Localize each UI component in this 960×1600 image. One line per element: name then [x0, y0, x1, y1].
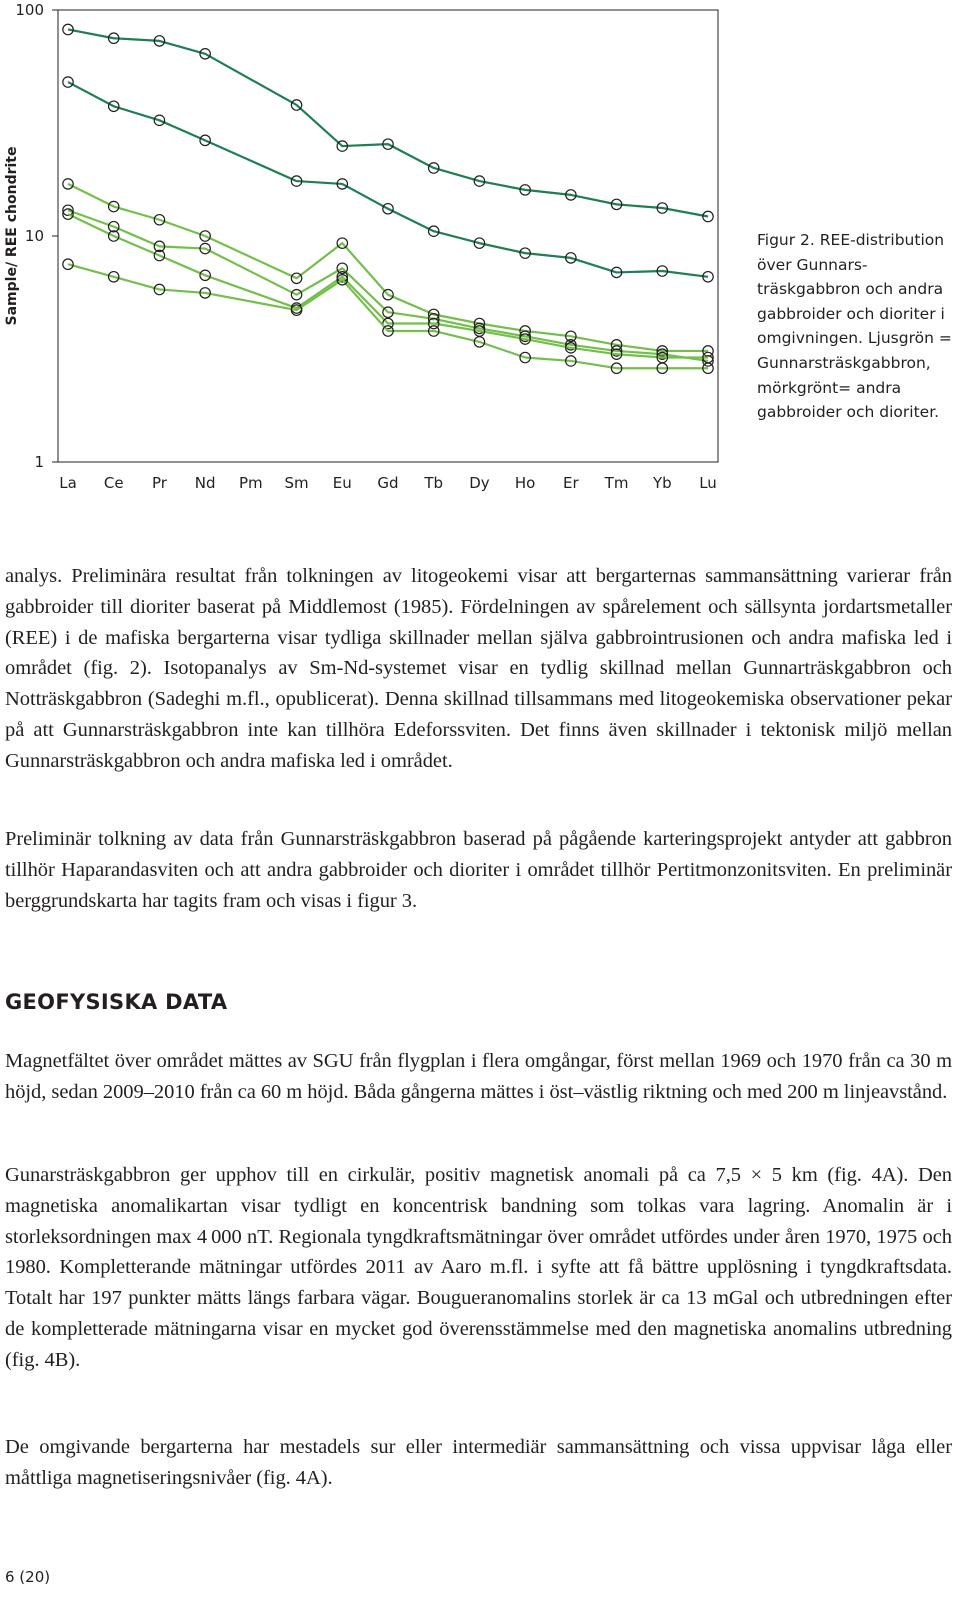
- x-tick-label: Nd: [194, 474, 216, 492]
- x-tick-label: Eu: [332, 474, 352, 492]
- y-tick-label: 10: [24, 227, 44, 245]
- series-dark-1: [63, 24, 713, 221]
- chart-ticks: [15, 1, 716, 492]
- x-tick-label: Ce: [103, 474, 124, 492]
- paragraph-preliminar-tolkning: Preliminär tolkning av data från Gunnarsträskgabbron baserad på pågående karteringsprojekt antyder att gabbron tillhör Haparandasviten och att andra gabbroider och dioriter i området tillhör Pertitmonzonitsviten. En preliminär berggrundskarta har tagits fram och visas i figur 3.: [5, 828, 952, 912]
- paragraph-magnetfaltet: Magnetfältet över området mättes av SGU från flygplan i flera omgångar, först mellan 1969 och 1970 från ca 30 m höjd, sedan 2009–2010 från ca 60 m höjd. Båda gångerna mättes i öst–västlig riktning och med 200 m linjeavstånd.: [5, 1050, 952, 1103]
- y-tick-label: 100: [15, 1, 44, 19]
- chart-series: [63, 24, 713, 373]
- x-tick-label: La: [59, 474, 77, 492]
- x-tick-label: Sm: [284, 474, 309, 492]
- x-tick-label: Dy: [469, 474, 490, 492]
- paragraph-omgivande: De omgivande bergarterna har mestadels sur eller intermediär sammansättning och vissa uppvisar låga eller måttliga magnetiseringsnivåer (fig. 4A).: [5, 1436, 952, 1489]
- paragraph-analys: analys. Preliminära resultat från tolkningen av litogeokemi visar att bergarternas sammansättning varierar från gabbroider till dioriter baserat på Middlemost (1985). Fördelningen av spårelement och sällsynta jordartsmetaller (REE) i de mafiska bergarterna visar tydliga skillnader mellan själva gabbrointrusionen och andra mafiska led i området (fig. 2). Isotopanalys av Sm-Nd-systemet visar en tydlig skillnad mellan Gunnarträskgabbron och Notträskgabbron (Sadeghi m.fl., opublicerat). Denna skillnad tillsammans med litogeokemiska observationer pekar på att Gunnarsträskgabbron inte kan tillhöra Edeforssviten. Det finns även skillnader i tektonisk miljö mellan Gunnarsträskgabbron och andra mafiska led i området.: [5, 565, 952, 772]
- x-tick-label: Gd: [377, 474, 399, 492]
- x-tick-label: Tm: [604, 474, 629, 492]
- x-tick-label: Er: [563, 474, 579, 492]
- section-heading: GEOFYSISKA DATA: [5, 990, 228, 1014]
- y-tick-label: 1: [34, 453, 44, 471]
- x-tick-label: Pr: [151, 474, 167, 492]
- x-tick-label: Lu: [699, 474, 717, 492]
- x-tick-label: Yb: [652, 474, 672, 492]
- series-line: [68, 210, 708, 361]
- ree-chart: [0, 0, 740, 505]
- chart-frame: [58, 10, 718, 462]
- y-axis-label: Sample/ REE chondrite: [4, 146, 20, 326]
- x-tick-label: Pm: [239, 474, 263, 492]
- x-tick-label: Ho: [514, 474, 536, 492]
- series-light-2: [63, 205, 713, 366]
- x-tick-label: Tb: [424, 474, 444, 492]
- page-number: 6 (20): [5, 1568, 51, 1586]
- figure-caption: Figur 2. REE-distribution över Gunnarsträskgabbron och andra gabbroider och dioriter i omgivningen. Ljusgrön = Gunnarsträskgabbron, mörkgrönt= andra gabbroider och dioriter.: [757, 231, 952, 422]
- plot-area-border: [58, 10, 718, 462]
- paragraph-anomali: Gunarsträskgabbron ger upphov till en cirkulär, positiv magnetisk anomali på ca 7,5 × 5 km (fig. 4A). Den magnetiska anomalikartan visar tydligt en koncentrisk bandning som tolkas vara lagring. Anomalin är i storleksordningen max 4 000 nT. Regionala tyngdkraftsmätningar över området utfördes under åren 1970, 1975 och 1980. Kompletterande mätningar utfördes 2011 av Aaro m.fl. i syfte att få bättre upplösning i tyngdkraftsdata. Totalt har 197 punkter mätts längs farbara vägar. Bougueranomalins storlek är ca 13 mGal och utbredningen efter de kompletterade mätningarna visar en mycket god överensstämmelse med den magnetiska anomalins utbredning (fig. 4B).: [5, 1164, 952, 1371]
